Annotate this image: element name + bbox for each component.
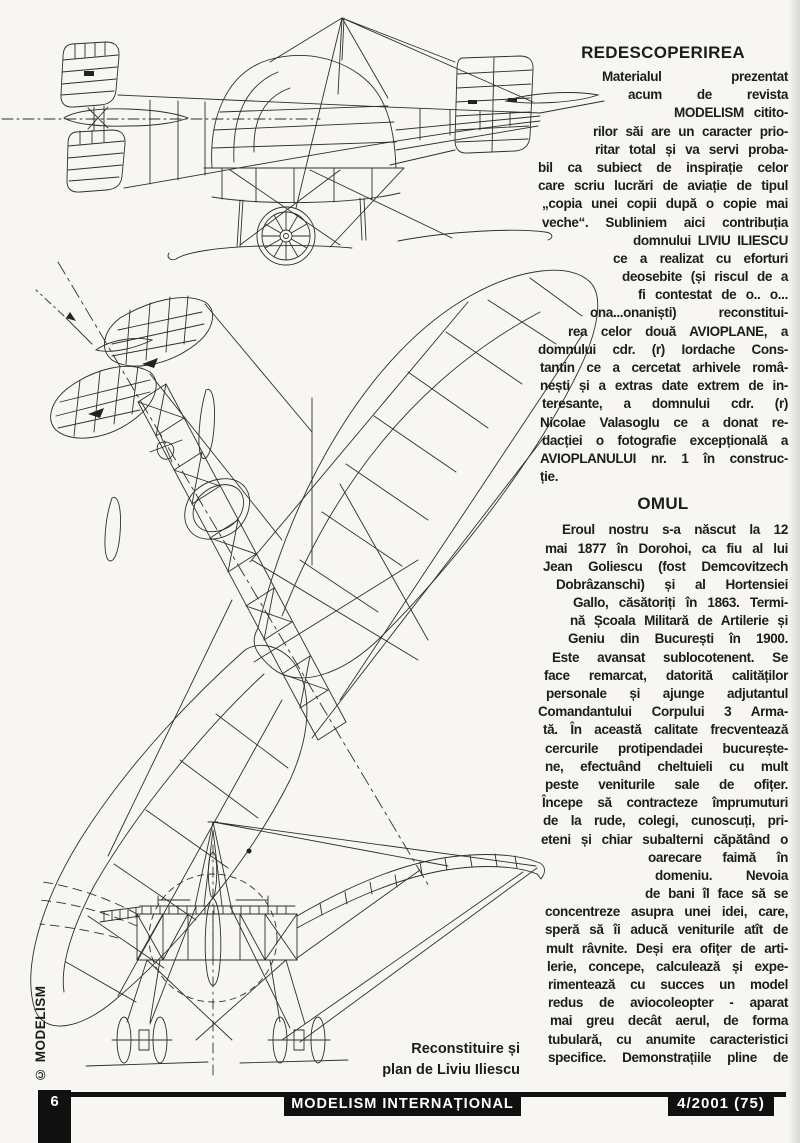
side-view-drawing bbox=[2, 18, 604, 265]
section-heading-omul: OMUL bbox=[637, 494, 689, 514]
text-line: speră să îi aducă veniturile atît de bbox=[545, 922, 788, 938]
text-line: tă. În această calitate frecventează bbox=[543, 722, 788, 738]
text-line: Eroul nostru s-a născut la 12 bbox=[562, 522, 788, 538]
text-line: de la rude, colegi, cunoscuți, pri- bbox=[543, 813, 788, 829]
text-line: oarecare faimă în bbox=[648, 849, 788, 865]
text-line: rilor săi are un caracter prio- bbox=[593, 123, 788, 139]
text-line: domnului LIVIU ILIESCU bbox=[633, 232, 788, 248]
figure-caption-line1: Reconstituire și bbox=[411, 1041, 520, 1057]
text-line: redus de aviocoleopter - aparat bbox=[548, 995, 788, 1011]
plan-view-drawing bbox=[31, 262, 598, 1026]
section-body-omul bbox=[538, 521, 788, 1067]
text-line: personale și ajunge adjutantul bbox=[546, 686, 788, 701]
text-line: eteni și chiar subalterni căpătând o bbox=[541, 831, 788, 847]
text-line: domnului cdr. (r) Iordache Cons- bbox=[538, 341, 788, 357]
text-line: mai greu decât aerul, de forma bbox=[550, 1013, 788, 1029]
text-line: Gallo, căsătoriți în 1863. Termi- bbox=[573, 595, 788, 611]
text-line: tantin ce a cercetat arhivele româ- bbox=[540, 360, 788, 375]
text-line: teresante, a domnului cdr. (r) bbox=[542, 396, 788, 412]
text-line: acum de revista bbox=[628, 87, 788, 103]
text-line: tubulară, cu anumite caracteristici bbox=[548, 1031, 788, 1047]
text-line: ne, efectuând cheltuieli cu mult bbox=[545, 758, 788, 774]
section-heading-redescoperirea: REDESCOPERIREA bbox=[581, 43, 745, 62]
text-line: de bani îl face să se bbox=[645, 886, 788, 902]
text-line: rea celor două AVIOPLANE, a bbox=[568, 323, 788, 339]
text-line: Este avansat sublocotenent. Se bbox=[552, 649, 788, 665]
text-line: veche“. Subliniem aici contribuția bbox=[542, 214, 788, 230]
article-column bbox=[538, 44, 788, 1067]
text-line: concentreze asupra unei idei, care, bbox=[545, 904, 788, 920]
text-line: fi contestat de o.. o... bbox=[638, 287, 788, 303]
text-line: ție. bbox=[540, 469, 559, 485]
text-line: nești și a extras date extrem de in- bbox=[540, 378, 788, 394]
text-line: nă Școala Militară de Artilerie și bbox=[570, 613, 788, 629]
text-line: Geniu din București în 1900. bbox=[568, 631, 788, 647]
text-line: mai 1877 în Dorohoi, ca fiu al lui bbox=[545, 540, 788, 556]
text-line: AVIOPLANULUI nr. 1 în construc- bbox=[540, 450, 788, 466]
section-body-redescoperirea bbox=[538, 68, 788, 486]
text-line: Materialul prezentat bbox=[602, 69, 788, 84]
text-line: Comandantului Corpului 3 Arma- bbox=[538, 704, 788, 720]
text-line: ce a realizat cu eforturi bbox=[613, 250, 788, 266]
text-line: ritar total și va servi proba- bbox=[595, 141, 788, 157]
text-line: Nicolae Valasoglu ce a donat re- bbox=[540, 414, 788, 430]
text-line: deosebite (și riscul de a bbox=[622, 269, 788, 285]
text-line: bil ca subiect de inspirație celor bbox=[538, 159, 788, 175]
text-line: MODELISM citito- bbox=[674, 105, 788, 121]
figure-caption bbox=[330, 1039, 520, 1081]
text-line: face remarcat, datorită calităților bbox=[544, 667, 788, 683]
text-line: dacției o fotografie excepțională a bbox=[542, 432, 788, 448]
text-line: mult râvnite. Deși era ofițer de arti- bbox=[546, 940, 788, 956]
magazine-title: MODELISM INTERNAȚIONAL bbox=[284, 1092, 521, 1116]
issue-number: 4/2001 (75) bbox=[668, 1092, 774, 1116]
text-line: lerie, concepe, calculează și expe- bbox=[547, 958, 788, 974]
text-line: Dobrâzanschi) și al Hortensiei bbox=[556, 576, 788, 592]
text-line: „copia unei copii după o copie mai bbox=[542, 196, 788, 212]
page-number: 6 bbox=[38, 1090, 71, 1143]
text-line: Jean Goliescu (fost Demcovitzech bbox=[543, 558, 788, 574]
text-line: peste veniturile sale de ofițer. bbox=[545, 776, 788, 792]
scan-edge-shadow bbox=[788, 0, 800, 1143]
text-line: domeniu. Nevoia bbox=[655, 867, 788, 883]
text-line: specifice. Demonstrațiile pline de bbox=[548, 1049, 788, 1065]
text-line: rimentează cu succes un model bbox=[548, 977, 788, 992]
text-line: cercurile protipendadei bucurește- bbox=[545, 740, 788, 756]
text-line: Începe să contracteze împrumuturi bbox=[542, 795, 788, 811]
copyright-label: © MODELISM bbox=[33, 985, 48, 1082]
figure-caption-line2: plan de Liviu Iliescu bbox=[382, 1062, 520, 1078]
text-line: care scriu lucrări de aviație de tipul bbox=[538, 178, 788, 194]
text-line: ona...onaniști) reconstitui- bbox=[590, 305, 788, 321]
